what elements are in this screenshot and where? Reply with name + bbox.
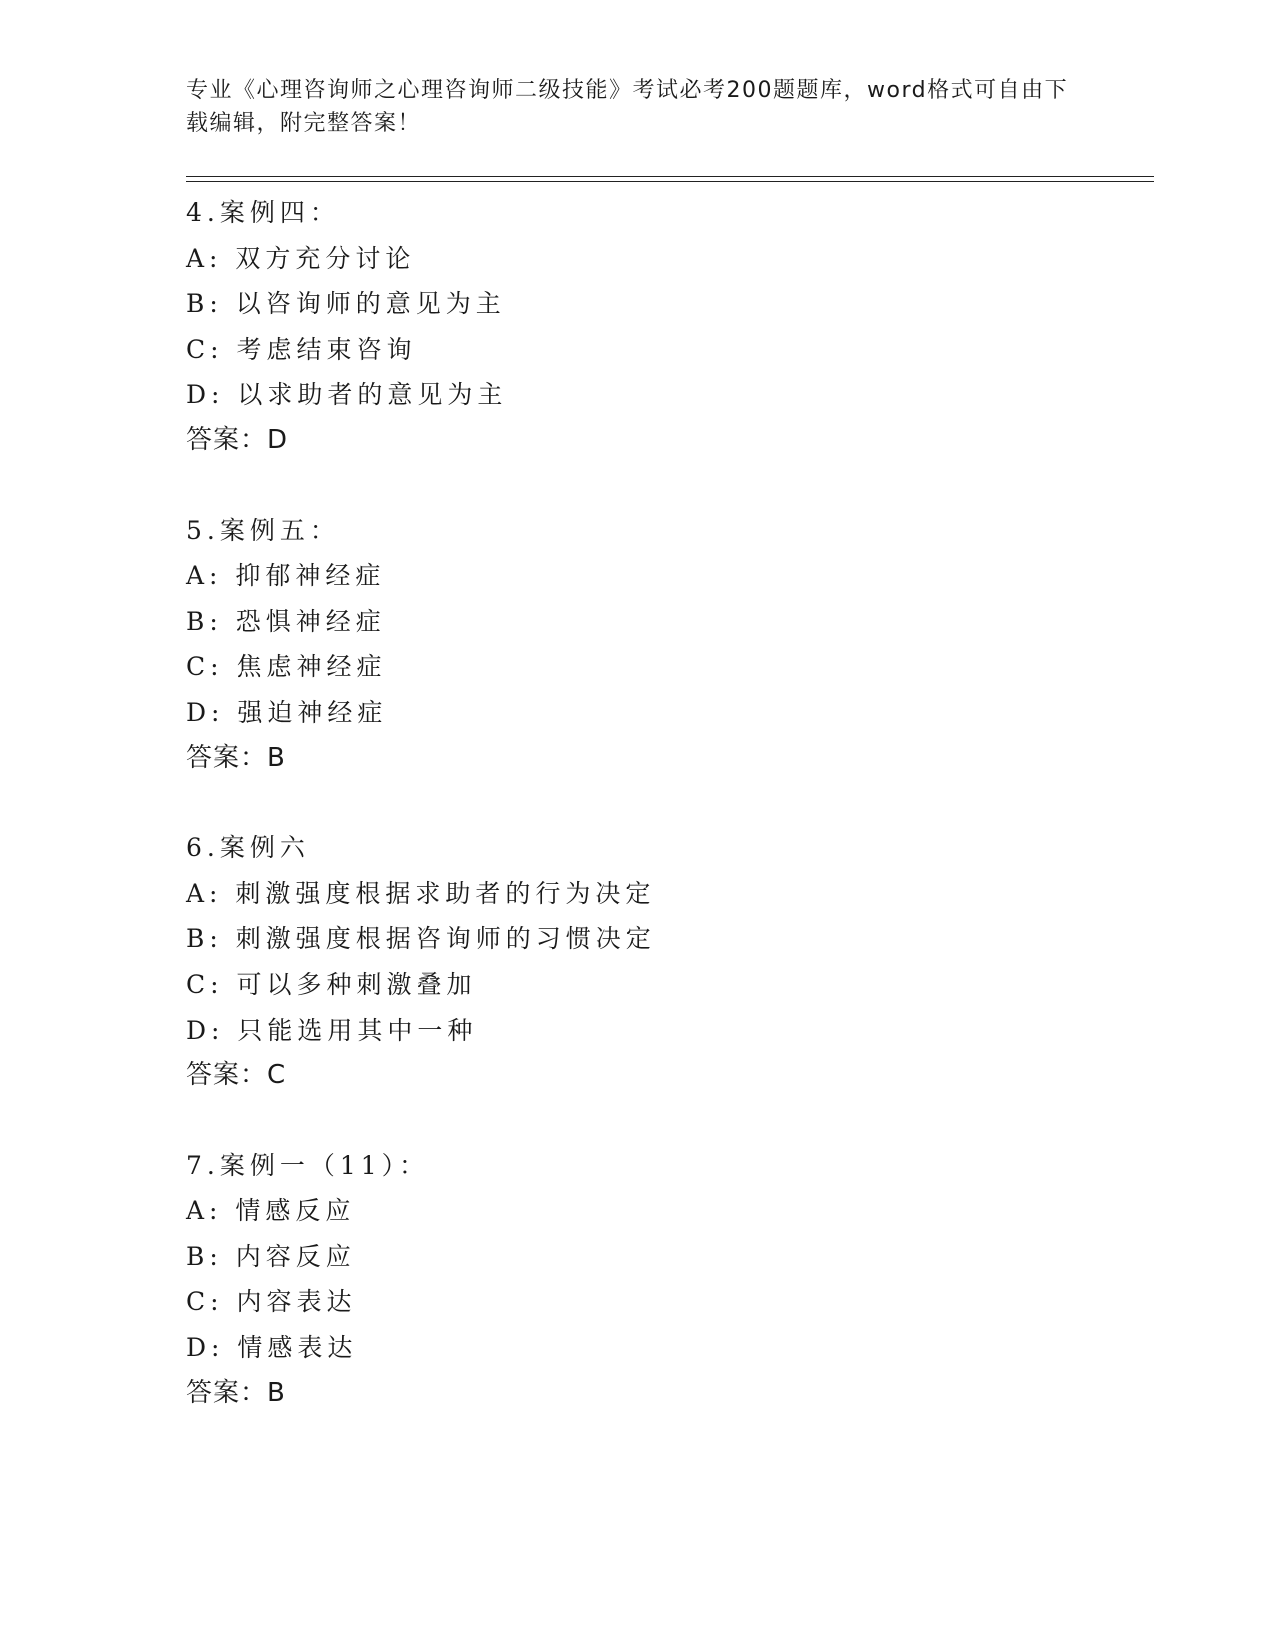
question-6 <box>186 825 1146 1099</box>
option-d: D: 情感表达 <box>186 1333 358 1363</box>
option-c: C: 可以多种刺激叠加 <box>186 969 477 999</box>
question-stem: 5.案例五： <box>186 515 340 545</box>
option-d: D: 只能选用其中一种 <box>186 1015 478 1045</box>
option-c: C: 考虑结束咨询 <box>186 334 417 364</box>
question-7 <box>186 1143 1146 1417</box>
question-stem: 6.案例六 <box>186 833 310 863</box>
answer-line: 答案：B <box>186 1377 286 1408</box>
option-d: D: 以求助者的意见为主 <box>186 380 508 410</box>
option-a: A: 双方充分讨论 <box>186 243 416 273</box>
option-a: A: 刺激强度根据求助者的行为决定 <box>186 878 656 908</box>
question-stem: 7.案例一（11）： <box>186 1150 430 1180</box>
option-b: B: 恐惧神经症 <box>186 606 386 636</box>
answer-line: 答案：D <box>186 424 289 455</box>
question-stem: 4.案例四： <box>186 198 340 227</box>
option-b: B: 以咨询师的意见为主 <box>186 289 506 319</box>
question-4 <box>186 190 1146 464</box>
header-divider <box>186 176 1154 177</box>
question-list <box>186 190 1146 1460</box>
option-b: B: 刺激强度根据咨询师的习惯决定 <box>186 924 656 954</box>
answer-line: 答案：B <box>186 742 286 773</box>
option-c: C: 焦虑神经症 <box>186 652 387 682</box>
option-a: A: 抑郁神经症 <box>186 561 386 591</box>
document-header: 专业《心理咨询师之心理咨询师二级技能》考试必考200题题库，word格式可自由下载编辑，附完整答案！ <box>186 78 1069 136</box>
question-5 <box>186 508 1146 782</box>
option-a: A: 情感反应 <box>186 1196 356 1226</box>
option-b: B: 内容反应 <box>186 1241 356 1271</box>
header-divider-second <box>186 181 1154 182</box>
option-c: C: 内容表达 <box>186 1287 357 1317</box>
option-d: D: 强迫神经症 <box>186 697 388 727</box>
answer-line: 答案：C <box>186 1060 287 1091</box>
